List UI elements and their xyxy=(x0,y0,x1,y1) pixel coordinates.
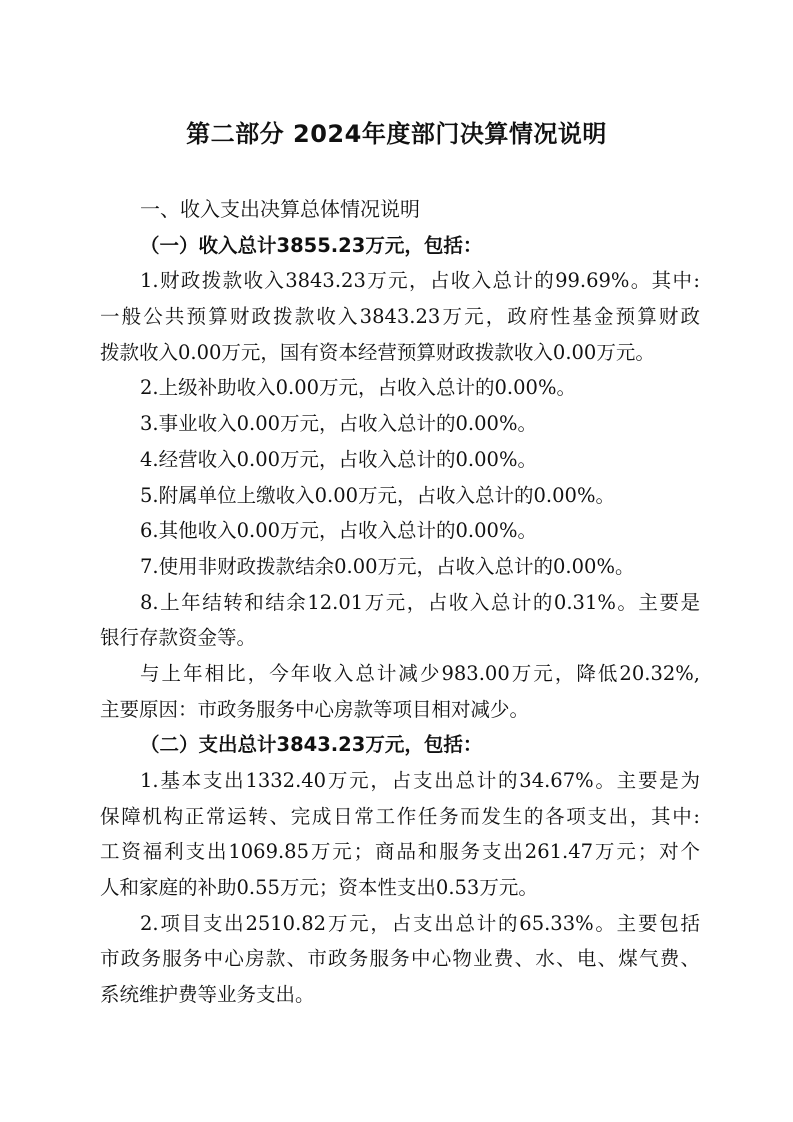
income-item-1 xyxy=(100,263,700,370)
paragraph-line: 工资福利支出1069.85万元；商品和服务支出261.47万元；对个 xyxy=(100,840,700,864)
expense-item-2 xyxy=(100,906,700,1013)
paragraph-line: 2.项目支出2510.82万元，占支出总计的65.33%。主要包括 xyxy=(140,911,700,935)
paragraph-line: 与上年相比，今年收入总计减少983.00万元，降低20.32%, xyxy=(140,661,700,685)
paragraph-line: 8.上年结转和结余12.01万元，占收入总计的0.31%。主要是 xyxy=(140,590,700,614)
paragraph-line: 人和家庭的补助0.55万元；资本性支出0.53万元。 xyxy=(100,876,538,900)
paragraph-line: 保障机构正常运转、完成日常工作任务而发生的各项支出，其中: xyxy=(100,804,700,828)
expense-heading: （二）支出总计3843.23万元，包括： xyxy=(140,733,483,757)
income-item-2: 2.上级补助收入0.00万元，占收入总计的0.00%。 xyxy=(140,376,576,400)
paragraph-line: 一般公共预算财政拨款收入3843.23万元，政府性基金预算财政 xyxy=(100,305,700,329)
document-body xyxy=(100,192,700,1013)
section-heading-overview: 一、收入支出决算总体情况说明 xyxy=(140,197,420,221)
income-item-5: 5.附属单位上缴收入0.00万元，占收入总计的0.00%。 xyxy=(140,483,615,507)
paragraph-line: 1.基本支出1332.40万元，占支出总计的34.67%。主要是为 xyxy=(140,769,700,792)
income-heading: （一）收入总计3855.23万元，包括： xyxy=(140,233,483,257)
income-item-3: 3.事业收入0.00万元，占收入总计的0.00%。 xyxy=(140,412,537,436)
paragraph-line: 主要原因：市政务服务中心房款等项目相对减少。 xyxy=(100,697,530,721)
income-item-4: 4.经营收入0.00万元，占收入总计的0.00%。 xyxy=(140,447,537,471)
expense-item-1 xyxy=(100,763,700,906)
paragraph-line: 系统维护费等业务支出。 xyxy=(100,983,315,1007)
income-item-8 xyxy=(100,585,700,656)
income-item-7: 7.使用非财政拨款结余0.00万元，占收入总计的0.00%。 xyxy=(140,554,635,578)
paragraph-line: 市政务服务中心房款、市政务服务中心物业费、水、电、煤气费、 xyxy=(100,947,700,971)
income-comparison xyxy=(100,656,700,727)
page-title: 第二部分 2024年度部门决算情况说明 xyxy=(186,120,607,148)
paragraph-line: 拨款收入0.00万元，国有资本经营预算财政拨款收入0.00万元。 xyxy=(100,340,655,364)
paragraph-line: 银行存款资金等。 xyxy=(100,626,257,650)
paragraph-line: 1.财政拨款收入3843.23万元，占收入总计的99.69%。其中: xyxy=(140,269,700,293)
income-item-6: 6.其他收入0.00万元，占收入总计的0.00%。 xyxy=(140,519,537,543)
